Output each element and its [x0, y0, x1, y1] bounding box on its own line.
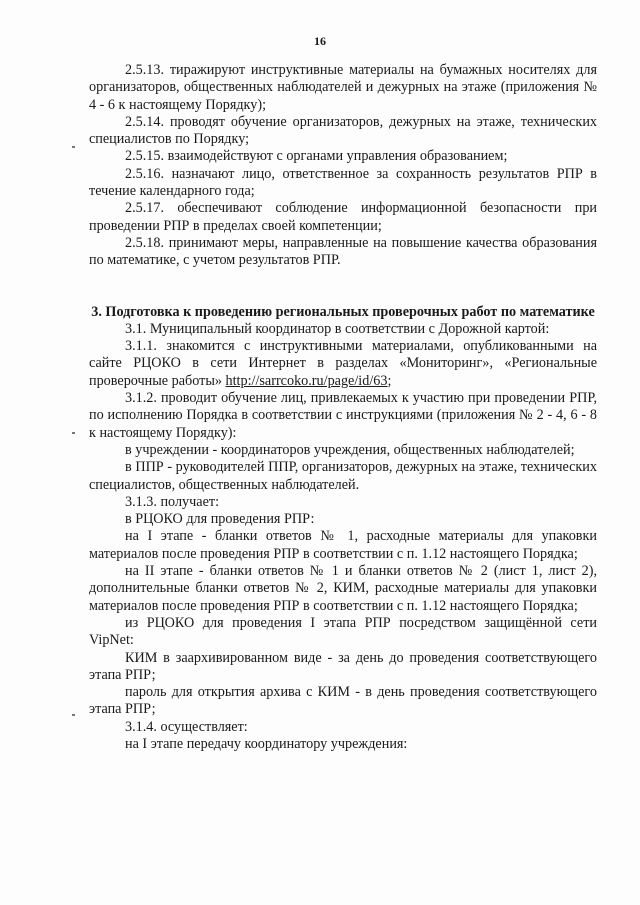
paragraph-2-5-13: 2.5.13. тиражируют инструктивные материалы на бумажных носителях для организаторов, общественных наблюдателей и дежурных на этаже (приложения № 4 - 6 к настоящему Порядку); [89, 62, 597, 113]
paragraph-3-1-4: 3.1.4. осуществляет: [125, 718, 248, 735]
paragraph-3-1-1-end: ; [387, 372, 392, 389]
scan-mark [72, 714, 75, 716]
document-body [89, 62, 597, 753]
scan-mark [72, 432, 75, 434]
paragraph-3-1-2: 3.1.2. проводит обучение лиц, привлекаемых к участию при проведении РПР, по исполнению Порядка в соответствии с инструкциями (приложения № 2 - 4, 6 - 8 к настоящему Порядку): [89, 390, 597, 441]
paragraph-2-5-16: 2.5.16. назначают лицо, ответственное за сохранность результатов РПР в течение календарного года; [89, 165, 597, 200]
scan-mark [72, 146, 75, 148]
paragraph-3-1-3: 3.1.3. получает: [125, 493, 220, 510]
paragraph-kim: КИМ в заархивированном виде - за день до проведения соответствующего этапа РПР; [89, 649, 597, 683]
paragraph-2-5-17: 2.5.17. обеспечивают соблюдение информационной безопасности при проведении РПР в пределах своей компетенции; [89, 200, 597, 234]
paragraph-stage-2: на II этапе - бланки ответов № 1 и бланки ответов № 2 (лист 1, лист 2), дополнительные бланки ответов № 2, КИМ, расходные материалы для упаковки материалов после проведения РПР в соответствии с п. 1.12 настоящего Порядка; [89, 563, 597, 614]
paragraph-2-5-18: 2.5.18. принимают меры, направленные на повышение качества образования по математике, с учетом результатов РПР. [89, 234, 597, 269]
paragraph-3-1: 3.1. Муниципальный координатор в соответствии с Дорожной картой: [125, 320, 550, 337]
rcoko-link[interactable]: http://sarrcoko.ru/page/id/63 [225, 372, 388, 389]
page-number: 16 [314, 34, 326, 48]
paragraph-stage-1: на I этапе - бланки ответов № 1, расходные материалы для упаковки материалов после проведения РПР в соответствии с п. 1.12 настоящего Порядка; [89, 528, 597, 562]
paragraph-3-1-1 [89, 338, 597, 390]
paragraph-stage-1-transfer: на I этапе передачу координатору учреждения: [125, 735, 408, 752]
section-heading-3: 3. Подготовка к проведению региональных проверочных работ по математике [91, 303, 595, 320]
paragraph-rcoko-for: в РЦОКО для проведения РПР: [125, 511, 315, 528]
paragraph-from-rcoko: из РЦОКО для проведения I этапа РПР посредством защищённой сети VipNet: [89, 614, 597, 649]
paragraph-3-1-1-text: 3.1.1. знакомится с инструктивными материалами, опубликованными на сайте РЦОКО в сети Интернет в разделах «Мониторинг», «Региональные проверочные работы» [89, 338, 597, 389]
paragraph-in-institution: в учреждении - координаторов учреждения, общественных наблюдателей; [125, 441, 575, 458]
paragraph-2-5-15: 2.5.15. взаимодействуют с органами управления образованием; [125, 148, 508, 165]
paragraph-in-ppr: в ППР - руководителей ППР, организаторов, дежурных на этаже, технических специалистов, общественных наблюдателей. [89, 459, 597, 493]
paragraph-2-5-14: 2.5.14. проводят обучение организаторов, дежурных на этаже, технических специалистов по Порядку; [89, 113, 597, 148]
paragraph-password: пароль для открытия архива с КИМ - в день проведения соответствующего этапа РПР; [89, 684, 597, 718]
